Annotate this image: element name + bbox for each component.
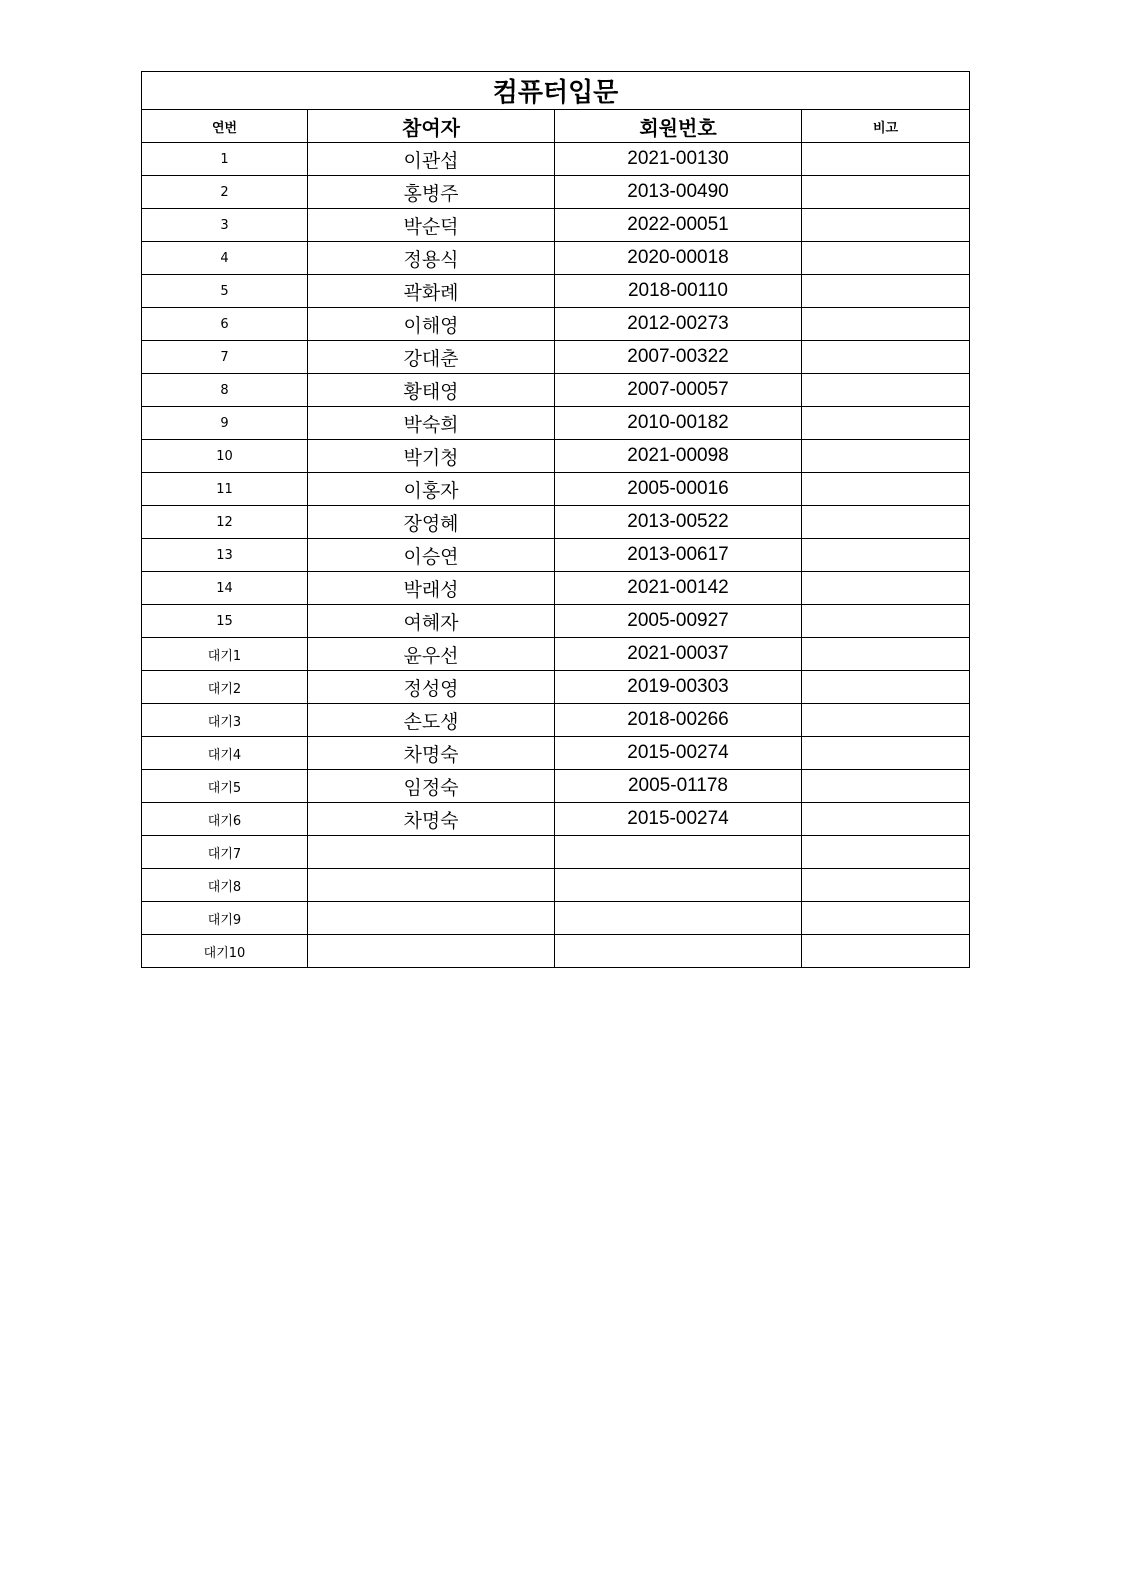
table-row: [142, 473, 970, 506]
member-id: 2022-00051: [555, 209, 802, 242]
note-cell: [802, 473, 970, 506]
participant-name: 손도생: [308, 704, 555, 737]
participant-name: 박래성: [308, 572, 555, 605]
participant-name: [308, 935, 555, 968]
title-row: [142, 72, 970, 110]
row-number: 대기3: [142, 704, 308, 737]
participant-name: 차명숙: [308, 803, 555, 836]
participant-name: 임정숙: [308, 770, 555, 803]
note-cell: [802, 242, 970, 275]
header-participant: 참여자: [308, 110, 555, 143]
table-row: [142, 440, 970, 473]
member-id: [555, 935, 802, 968]
member-id: 2015-00274: [555, 737, 802, 770]
member-id: 2018-00266: [555, 704, 802, 737]
row-number: 5: [142, 275, 308, 308]
participant-name: 박기청: [308, 440, 555, 473]
note-cell: [802, 803, 970, 836]
member-id: 2005-00927: [555, 605, 802, 638]
note-cell: [802, 506, 970, 539]
roster-table: [141, 71, 970, 968]
table-row: [142, 341, 970, 374]
row-number: 12: [142, 506, 308, 539]
member-id: 2010-00182: [555, 407, 802, 440]
member-id: [555, 836, 802, 869]
participant-name: 장영혜: [308, 506, 555, 539]
row-number: 8: [142, 374, 308, 407]
table-row: [142, 209, 970, 242]
member-id: 2020-00018: [555, 242, 802, 275]
row-number: 대기5: [142, 770, 308, 803]
member-id: 2013-00490: [555, 176, 802, 209]
member-id: 2013-00522: [555, 506, 802, 539]
member-id: [555, 902, 802, 935]
member-id: 2005-00016: [555, 473, 802, 506]
row-number: 4: [142, 242, 308, 275]
participant-name: 정성영: [308, 671, 555, 704]
table-row: [142, 803, 970, 836]
note-cell: [802, 605, 970, 638]
row-number: 2: [142, 176, 308, 209]
row-number: 대기1: [142, 638, 308, 671]
row-number: 6: [142, 308, 308, 341]
row-number: 대기9: [142, 902, 308, 935]
note-cell: [802, 935, 970, 968]
note-cell: [802, 638, 970, 671]
table-row: [142, 539, 970, 572]
table-row: [142, 770, 970, 803]
note-cell: [802, 275, 970, 308]
participant-name: 강대춘: [308, 341, 555, 374]
table-row: [142, 176, 970, 209]
member-id: 2019-00303: [555, 671, 802, 704]
note-cell: [802, 407, 970, 440]
participant-name: 이해영: [308, 308, 555, 341]
participant-name: [308, 836, 555, 869]
row-number: 대기4: [142, 737, 308, 770]
row-number: 11: [142, 473, 308, 506]
participant-name: 홍병주: [308, 176, 555, 209]
member-id: [555, 869, 802, 902]
member-id: 2007-00322: [555, 341, 802, 374]
table-row: [142, 605, 970, 638]
member-id: 2012-00273: [555, 308, 802, 341]
participant-name: 여혜자: [308, 605, 555, 638]
table-row: [142, 242, 970, 275]
member-id: 2021-00098: [555, 440, 802, 473]
row-number: 7: [142, 341, 308, 374]
table-row: [142, 671, 970, 704]
row-number: 3: [142, 209, 308, 242]
note-cell: [802, 143, 970, 176]
row-number: 14: [142, 572, 308, 605]
row-number: 대기8: [142, 869, 308, 902]
member-id: 2021-00130: [555, 143, 802, 176]
note-cell: [802, 440, 970, 473]
table-row: [142, 143, 970, 176]
note-cell: [802, 209, 970, 242]
table-row: [142, 374, 970, 407]
note-cell: [802, 902, 970, 935]
table-row: [142, 935, 970, 968]
row-number: 대기2: [142, 671, 308, 704]
table-body: [142, 143, 970, 968]
table-row: [142, 572, 970, 605]
table-row: [142, 638, 970, 671]
table-row: [142, 704, 970, 737]
note-cell: [802, 572, 970, 605]
member-id: 2021-00037: [555, 638, 802, 671]
note-cell: [802, 704, 970, 737]
note-cell: [802, 308, 970, 341]
participant-name: 차명숙: [308, 737, 555, 770]
row-number: 1: [142, 143, 308, 176]
note-cell: [802, 176, 970, 209]
table-row: [142, 902, 970, 935]
note-cell: [802, 671, 970, 704]
note-cell: [802, 836, 970, 869]
row-number: 15: [142, 605, 308, 638]
participant-name: 박숙희: [308, 407, 555, 440]
row-number: 대기6: [142, 803, 308, 836]
member-id: 2013-00617: [555, 539, 802, 572]
participant-name: 이관섭: [308, 143, 555, 176]
header-member-id: 회원번호: [555, 110, 802, 143]
member-id: 2005-01178: [555, 770, 802, 803]
table-row: [142, 308, 970, 341]
table-row: [142, 506, 970, 539]
header-row: [142, 110, 970, 143]
row-number: 10: [142, 440, 308, 473]
participant-name: 곽화례: [308, 275, 555, 308]
note-cell: [802, 770, 970, 803]
participant-name: 윤우선: [308, 638, 555, 671]
table-row: [142, 836, 970, 869]
table-row: [142, 407, 970, 440]
participant-name: 이홍자: [308, 473, 555, 506]
note-cell: [802, 539, 970, 572]
member-id: 2018-00110: [555, 275, 802, 308]
table-row: [142, 737, 970, 770]
note-cell: [802, 737, 970, 770]
member-id: 2015-00274: [555, 803, 802, 836]
header-note: 비고: [802, 110, 970, 143]
note-cell: [802, 374, 970, 407]
table-row: [142, 275, 970, 308]
participant-name: 이승연: [308, 539, 555, 572]
row-number: 13: [142, 539, 308, 572]
row-number: 9: [142, 407, 308, 440]
participant-name: 황태영: [308, 374, 555, 407]
row-number: 대기7: [142, 836, 308, 869]
note-cell: [802, 341, 970, 374]
table-title: 컴퓨터입문: [142, 72, 970, 110]
member-id: 2021-00142: [555, 572, 802, 605]
row-number: 대기10: [142, 935, 308, 968]
table-row: [142, 869, 970, 902]
participant-name: [308, 869, 555, 902]
note-cell: [802, 869, 970, 902]
participant-name: 박순덕: [308, 209, 555, 242]
participant-name: [308, 902, 555, 935]
member-id: 2007-00057: [555, 374, 802, 407]
participant-name: 정용식: [308, 242, 555, 275]
header-no: 연번: [142, 110, 308, 143]
